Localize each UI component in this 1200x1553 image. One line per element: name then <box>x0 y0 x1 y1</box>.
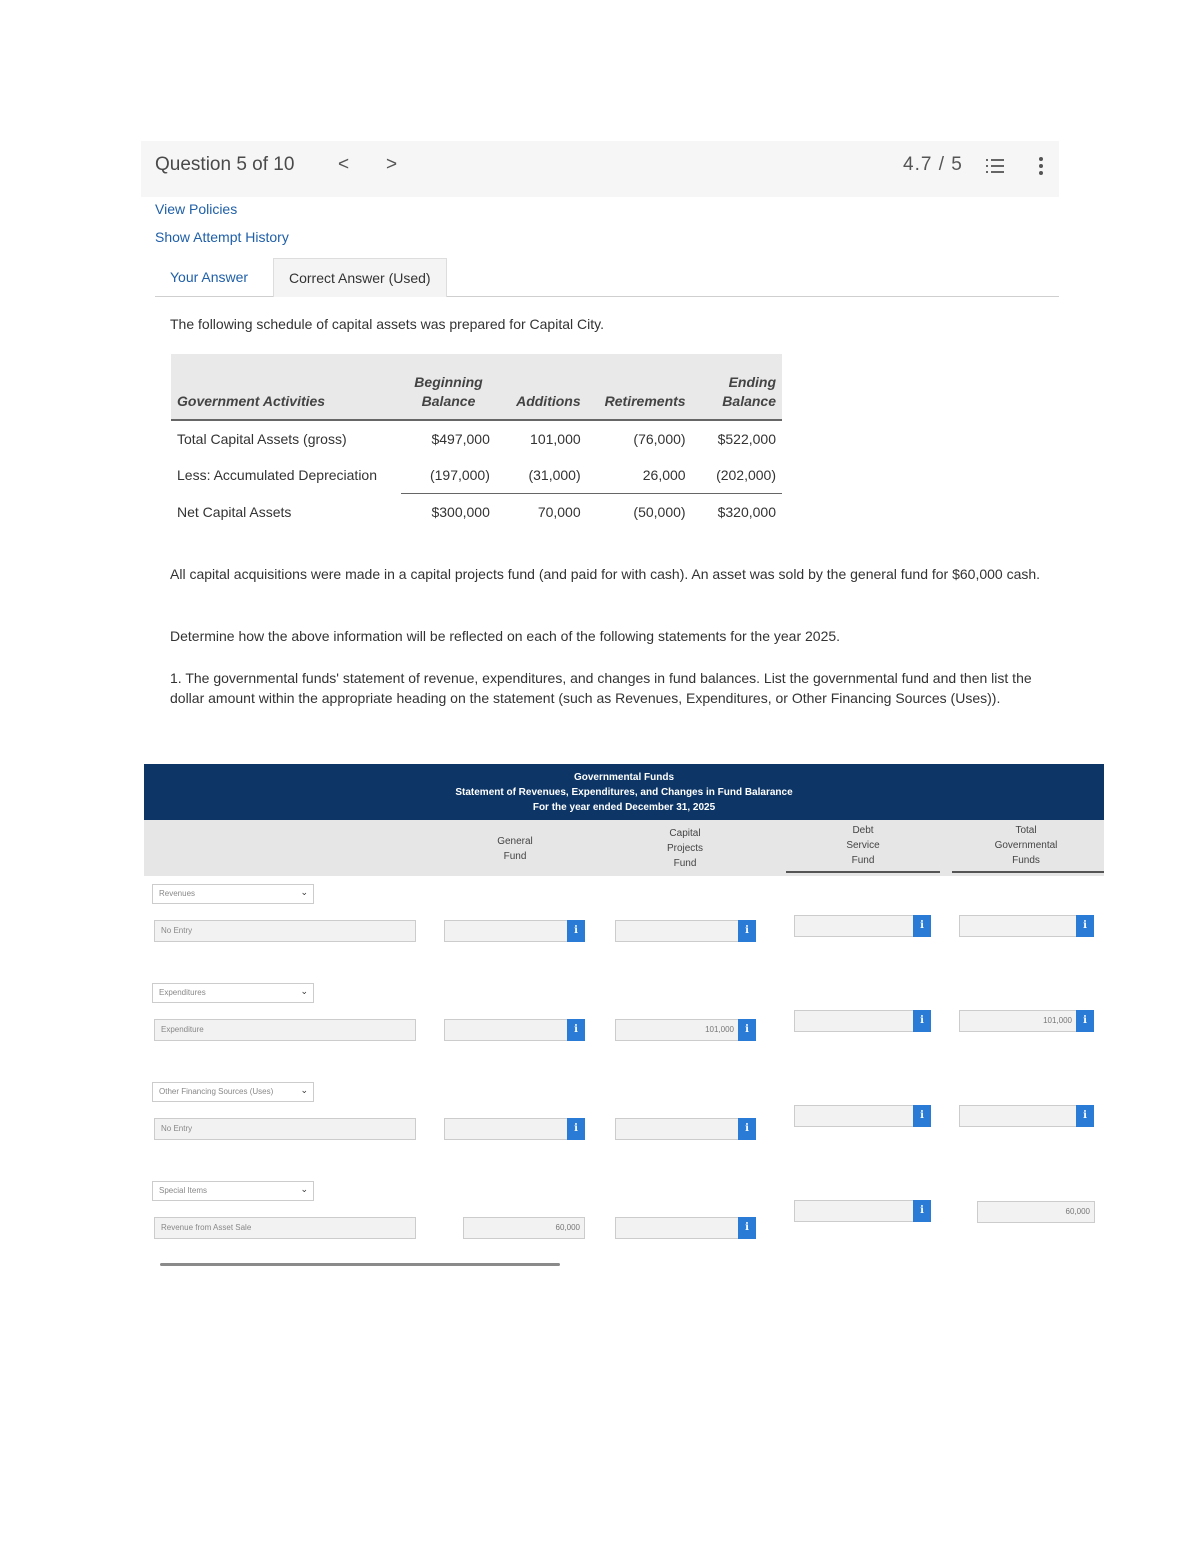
view-policies-link[interactable]: View Policies <box>155 201 238 217</box>
more-vertical-icon[interactable] <box>1036 155 1046 177</box>
horizontal-scrollbar[interactable] <box>160 1263 560 1266</box>
row-label: Total Capital Assets (gross) <box>177 431 347 447</box>
debt-service-amount[interactable] <box>794 1200 914 1222</box>
info-icon[interactable]: i <box>1076 1105 1094 1127</box>
info-icon[interactable]: i <box>738 1217 756 1239</box>
col-additions: Additions <box>496 354 587 420</box>
debt-service-amount[interactable] <box>794 915 914 937</box>
capital-assets-table <box>171 354 782 530</box>
info-icon[interactable]: i <box>913 1200 931 1222</box>
row-label: Net Capital Assets <box>177 503 292 520</box>
capital-projects-amount[interactable] <box>615 1217 739 1239</box>
table-header-row <box>171 354 782 420</box>
col-ending-balance: Ending Balance <box>692 354 782 420</box>
column-underline <box>786 871 940 873</box>
account-entry-field[interactable]: Revenue from Asset Sale <box>154 1217 416 1239</box>
table-row <box>171 457 782 494</box>
list-icon[interactable] <box>985 156 1005 176</box>
account-entry-field[interactable]: No Entry <box>154 1118 416 1140</box>
account-entry-field[interactable]: Expenditure <box>154 1019 416 1041</box>
total-funds-amount[interactable]: 60,000 <box>977 1201 1095 1223</box>
general-fund-amount[interactable] <box>444 1019 568 1041</box>
section-heading-select[interactable]: Special Items ⌄ <box>152 1181 314 1201</box>
info-icon[interactable]: i <box>913 915 931 937</box>
cell: (31,000) <box>496 457 587 494</box>
acquisition-note: All capital acquisitions were made in a capital projects fund (and paid for with cash). An asset was sold by the general fund for $60,000 cash. <box>170 566 1041 582</box>
col-debt-service-fund: Debt Service Fund <box>846 825 880 866</box>
total-funds-amount[interactable] <box>959 915 1077 937</box>
statement-title: Governmental Funds <box>573 772 674 783</box>
cell: (76,000) <box>633 431 686 447</box>
instruction-text: Determine how the above information will be reflected on each of the following statements for the year 2025. <box>170 628 841 644</box>
info-icon[interactable]: i <box>567 1118 585 1140</box>
info-icon[interactable]: i <box>738 1118 756 1140</box>
capital-projects-amount[interactable] <box>615 1118 739 1140</box>
chevron-down-icon: ⌄ <box>300 1085 308 1095</box>
col-retirements: Retirements <box>587 354 692 420</box>
statement-subtitle: Statement of Revenues, Expenditures, and Changes in Fund Balarance <box>455 787 793 798</box>
info-icon[interactable]: i <box>913 1010 931 1032</box>
info-icon[interactable]: i <box>913 1105 931 1127</box>
info-icon[interactable]: i <box>567 920 585 942</box>
tab-correct-answer[interactable]: Correct Answer (Used) <box>273 258 447 297</box>
section-heading-select[interactable]: Revenues ⌄ <box>152 884 314 904</box>
chevron-down-icon: ⌄ <box>300 887 308 897</box>
cell: 70,000 <box>537 504 581 520</box>
score-display: 4.7 / 5 <box>903 154 963 175</box>
debt-service-amount[interactable] <box>794 1105 914 1127</box>
total-funds-amount[interactable]: 101,000 <box>959 1010 1077 1032</box>
table-row <box>171 420 782 457</box>
total-funds-amount[interactable] <box>959 1105 1077 1127</box>
row-label: Less: Accumulated Depreciation <box>177 467 377 484</box>
part-1-text: 1. The governmental funds' statement of revenue, expenditures, and changes in fund balances. List the governmental fund and then list the dollar amount within the appropriate heading on the statement (such as Revenues, Expenditures, or Other Financing Sources (Uses)). <box>170 670 1032 706</box>
col-general-fund: General Fund <box>497 836 533 862</box>
question-title: Question 5 of 10 <box>155 154 295 175</box>
column-header-band <box>144 820 1104 876</box>
cell: 101,000 <box>530 431 581 447</box>
section-heading-select[interactable]: Expenditures ⌄ <box>152 983 314 1003</box>
intro-text: The following schedule of capital assets was prepared for Capital City. <box>170 316 604 332</box>
col-total-governmental-funds: Total Governmental Funds <box>994 825 1058 866</box>
cell: (197,000) <box>401 457 496 494</box>
col-government-activities: Government Activities <box>171 354 401 420</box>
debt-service-amount[interactable] <box>794 1010 914 1032</box>
general-fund-amount[interactable] <box>444 1118 568 1140</box>
statement-period: For the year ended December 31, 2025 <box>532 802 716 813</box>
cell: $320,000 <box>717 504 776 520</box>
column-underline <box>952 871 1104 873</box>
next-question-button[interactable]: > <box>386 154 398 175</box>
cell: $300,000 <box>431 504 490 520</box>
info-icon[interactable]: i <box>738 920 756 942</box>
cell: 26,000 <box>587 457 692 494</box>
table-row <box>171 494 782 531</box>
capital-projects-amount[interactable] <box>615 920 739 942</box>
general-fund-amount[interactable]: 60,000 <box>463 1217 585 1239</box>
statement-header <box>144 764 1104 820</box>
section-heading-select[interactable]: Other Financing Sources (Uses) ⌄ <box>152 1082 314 1102</box>
capital-projects-amount[interactable]: 101,000 <box>615 1019 739 1041</box>
cell: $522,000 <box>717 431 776 447</box>
col-beginning-balance: Beginning Balance <box>401 354 496 420</box>
info-icon[interactable]: i <box>1076 1010 1094 1032</box>
previous-question-button[interactable]: < <box>338 154 350 175</box>
col-capital-projects-fund: Capital Projects Fund <box>666 828 704 869</box>
cell: (202,000) <box>692 457 782 494</box>
cell: $497,000 <box>431 431 490 447</box>
info-icon[interactable]: i <box>738 1019 756 1041</box>
general-fund-amount[interactable] <box>444 920 568 942</box>
info-icon[interactable]: i <box>1076 915 1094 937</box>
tab-your-answer[interactable]: Your Answer <box>155 258 263 296</box>
info-icon[interactable]: i <box>567 1019 585 1041</box>
chevron-down-icon: ⌄ <box>300 986 308 996</box>
chevron-down-icon: ⌄ <box>300 1184 308 1194</box>
account-entry-field[interactable]: No Entry <box>154 920 416 942</box>
cell: (50,000) <box>633 504 686 520</box>
show-attempt-history-link[interactable]: Show Attempt History <box>155 229 289 245</box>
